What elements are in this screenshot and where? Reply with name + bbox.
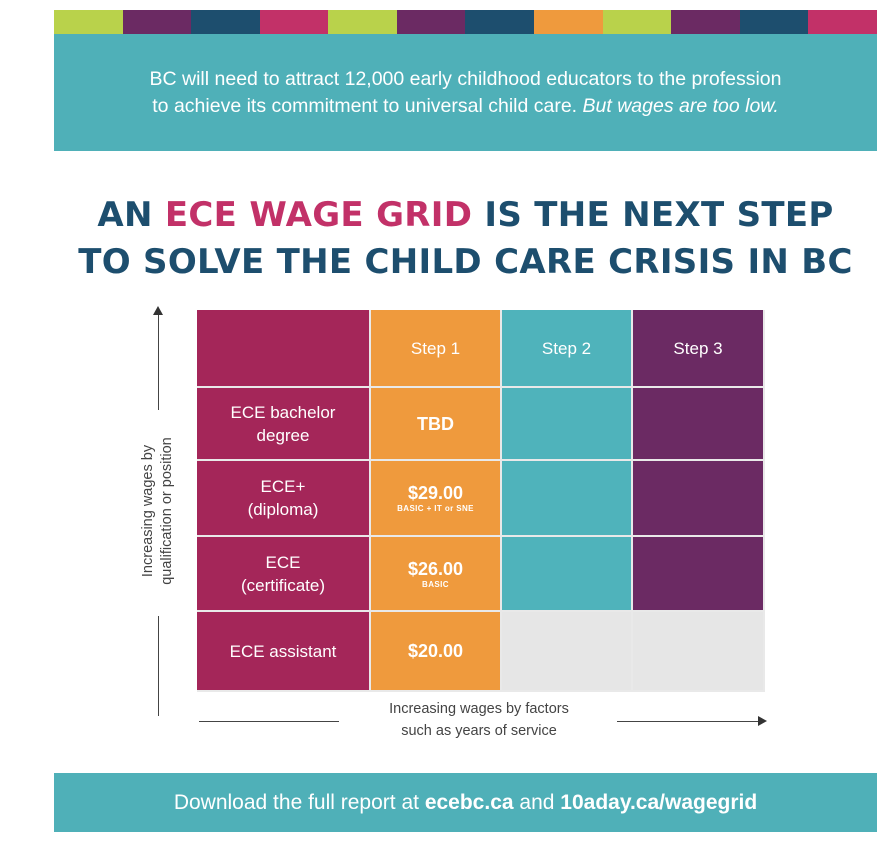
- grid-header-step-3: Step 3: [633, 310, 765, 388]
- footer-link-wagegrid[interactable]: 10aday.ca/wagegrid: [560, 790, 758, 814]
- stripe-segment: [191, 10, 260, 34]
- row-label-line-2: (diploma): [247, 500, 319, 519]
- intro-line-2-italic: But wages are too low.: [582, 94, 779, 117]
- horizontal-axis-line-right: [617, 721, 760, 722]
- wage-grid-table: [197, 310, 765, 692]
- stripe-segment: [328, 10, 397, 34]
- right-arrow-icon: [758, 716, 767, 726]
- horizontal-axis-label-line-2: such as years of service: [401, 723, 557, 739]
- intro-line-1: BC will need to attract 12,000 early childhood educators to the profession: [149, 67, 782, 90]
- vertical-axis-line-top: [158, 314, 159, 410]
- wage-value: $29.00: [407, 483, 464, 503]
- intro-banner: [54, 34, 877, 151]
- footer-prefix: Download the full report at: [173, 790, 419, 814]
- footer-banner: [54, 773, 877, 832]
- row-label-line-1: ECE assistant: [229, 641, 337, 661]
- intro-line-2: [54, 93, 877, 120]
- title-part-2: IS THE NEXT STEP: [484, 195, 834, 235]
- horizontal-axis-line-left: [199, 721, 339, 722]
- row-label-line-2: degree: [256, 425, 310, 445]
- stripe-segment: [123, 10, 192, 34]
- grid-cell-certificate-step-3: [633, 537, 765, 612]
- grid-cell-assistant-step-3: [633, 612, 765, 692]
- grid-cell-certificate-step-1: [371, 537, 502, 612]
- stripe-segment: [603, 10, 672, 34]
- stripe-segment: [465, 10, 534, 34]
- title-line-2: TO SOLVE THE CHILD CARE CRISIS IN BC: [78, 242, 853, 282]
- up-arrow-icon: [153, 306, 163, 315]
- grid-header-corner: [197, 310, 371, 388]
- row-label-line-1: ECE+: [260, 477, 306, 496]
- grid-row-label-bachelor: [197, 388, 371, 461]
- grid-cell-assistant-step-1: [371, 612, 502, 692]
- grid-cell-diploma-step-2: [502, 461, 633, 537]
- wage-subtext: BASIC: [422, 579, 449, 589]
- footer-middle: and: [519, 790, 555, 814]
- grid-cell-diploma-step-3: [633, 461, 765, 537]
- vertical-axis-label: [139, 401, 177, 621]
- footer-link-ecebc[interactable]: ecebc.ca: [424, 790, 514, 814]
- grid-cell-assistant-step-2: [502, 612, 633, 692]
- stripe-segment: [534, 10, 603, 34]
- wage-value: $26.00: [407, 558, 464, 579]
- stripe-segment: [397, 10, 466, 34]
- stripe-segment: [54, 10, 123, 34]
- intro-line-2-plain: to achieve its commitment to universal child care.: [152, 94, 578, 117]
- vertical-axis-label-line-1: Increasing wages by: [140, 444, 156, 578]
- color-stripe: [54, 10, 877, 34]
- grid-row-label-assistant: [197, 612, 371, 692]
- title-highlight: ECE WAGE GRID: [164, 195, 473, 235]
- title-part-1: AN: [97, 195, 153, 235]
- grid-header-step-2: Step 2: [502, 310, 633, 388]
- row-label-line-1: ECE bachelor: [230, 402, 336, 422]
- horizontal-axis-label: [344, 698, 614, 742]
- wage-subtext: BASIC + IT or SNE: [397, 504, 474, 513]
- wage-value: $20.00: [407, 641, 464, 661]
- grid-header-step-1: Step 1: [371, 310, 502, 388]
- grid-cell-bachelor-step-2: [502, 388, 633, 461]
- row-label-line-1: ECE: [265, 552, 301, 572]
- grid-cell-bachelor-step-1: [371, 388, 502, 461]
- grid-row-label-diploma: [197, 461, 371, 537]
- grid-cell-diploma-step-1: [371, 461, 502, 537]
- stripe-segment: [260, 10, 329, 34]
- horizontal-axis-label-line-1: Increasing wages by factors: [389, 701, 569, 717]
- page-title: [54, 192, 877, 286]
- vertical-axis-label-line-2: qualification or position: [159, 437, 175, 585]
- wage-value: TBD: [417, 413, 454, 434]
- title-line-1: [54, 192, 877, 239]
- stripe-segment: [740, 10, 809, 34]
- vertical-axis-line-bottom: [158, 616, 159, 716]
- grid-cell-certificate-step-2: [502, 537, 633, 612]
- grid-row-label-certificate: [197, 537, 371, 612]
- stripe-segment: [671, 10, 740, 34]
- row-label-line-2: (certificate): [240, 575, 326, 595]
- stripe-segment: [808, 10, 877, 34]
- infographic-card: [54, 10, 877, 832]
- grid-cell-bachelor-step-3: [633, 388, 765, 461]
